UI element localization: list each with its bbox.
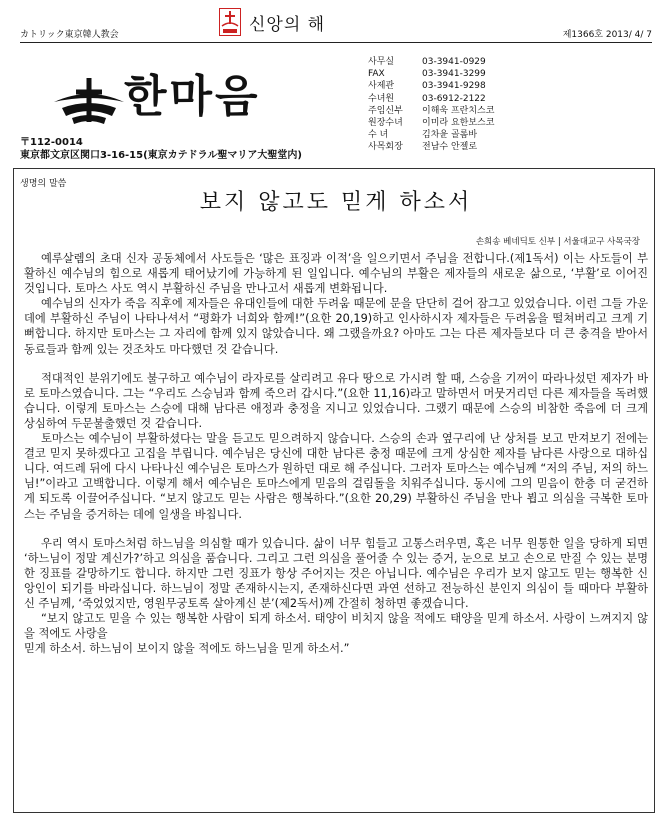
contact-value: 03-3941-0929 [422, 57, 486, 67]
article-paragraph: 토마스는 예수님이 부활하셨다는 말을 듣고도 믿으려하지 않습니다. 스승의 손과 옆구리에 난 상처를 보고 만져보기 전에는 결코 믿지 못하겠다고 고집을 부립니다. 예수님은 당신에 대한 남다른 충정 때문에 크게 상심한 제자를 남다른 사랑으로 대하십니다. 여드레 뒤에 다시 나타나신 예수님은 토마스가 원하던 대로 해 주십니다. 그러자 토마스는 예수님께 “저의 주님, 저의 하느님!”이라고 고백합니다. 이렇게 해서 예수님은 토마스에게 믿음의 걸림돌을 치워주십니다. 동시에 그의 믿음이 한층 더 굳건하게 되도록 이끌어주십니다. “보지 않고도 믿는 사람은 행복하다.”(요한 20,29) 부활하신 주님을 만나 뵙고 의심을 극복한 토마스는 주님을 증거하는 데에 일생을 바칩니다. [24, 432, 648, 521]
issue-number: 제1366호 2013/ 4/ 7 [562, 30, 652, 40]
top-header-bar [20, 0, 652, 43]
contact-value: 03-6912-2122 [422, 93, 486, 104]
article-paragraph: “보지 않고도 믿을 수 있는 행복한 사람이 되게 하소서. 태양이 비치지 않을 적에도 태양을 믿게 하소서. 사랑이 느껴지지 않을 적에도 사랑을 [24, 612, 648, 641]
paragraph-gap [24, 522, 648, 536]
postal-code: 〒112-0014 [20, 137, 83, 148]
contact-value: 03-3941-3299 [422, 69, 486, 80]
contact-row [368, 129, 494, 141]
contact-value: 03-3941-9298 [422, 81, 486, 92]
article-paragraph: 우리 역시 토마스처럼 하느님을 의심할 때가 있습니다. 삶이 너무 힘들고 고통스러우면, 혹은 너무 원통한 일을 당하게 되면 ‘하느님이 정말 계신가?’하고 의심을 품습니다. 그리고 그런 의심을 풀어줄 수 있는 증거, 눈으로 보고 손으로 만질 수 있는 분명한 징표를 갈망하기도 합니다. 하지만 그런 징표가 항상 주어지는 것은 아닙니다. 예수님은 우리가 보지 않고도 믿는 행복한 신앙인이 되기를 바라십니다. 하느님이 정말 존재하시는지, 존재하신다면 과연 선하고 전능하신 분인지 의심이 들 때마다 부활하신 주님께, ‘죽었었지만, 영원무궁토록 살아계신 분’(제2독서)께 간절히 청하면 좋겠습니다. [24, 536, 648, 610]
contact-label: 원장수녀 [368, 118, 403, 129]
church-address [20, 136, 302, 162]
contact-value: 이해욱 프란치스코 [422, 105, 495, 116]
contact-row [368, 141, 494, 153]
year-of-faith-logo [219, 8, 241, 36]
article-byline: 손희송 베네딕토 신부 | 서울대교구 사목국장 [475, 237, 640, 247]
article-paragraph: 적대적인 분위기에도 불구하고 예수님이 라자로를 살리려고 유다 땅으로 가시려 할 때, 스승을 기꺼이 따라나섰던 제자가 바로 토마스였습니다. 그는 “우리도 스승님과 함께 죽으러 갑시다.”(요한 11,16)라고 말하면서 머뭇거리던 다른 제자들을 독려했습니다. 이렇게 토마스는 스승에 대해 남다른 애정과 충정을 지니고 있었습니다. 그랬기 때문에 스승의 비참한 죽음에 더 크게 상심하여 두문불출했던 것 같습니다. [24, 371, 648, 430]
contact-row [368, 68, 494, 80]
article-paragraph: 예루살렘의 초대 신자 공동체에서 사도들은 ‘많은 표징과 이적’을 일으키면서 주님을 전합니다.(제1독서) 이는 사도들이 부활하신 예수님의 힘으로 새롭게 태어났기에 가능하게 된 일입니다. 예수님의 부활은 제자들의 새로운 삶으로, ‘부활’로 이어진 것입니다. 토마스 사도 역시 부활하신 주님을 만나고서 새롭게 변화됩니다. [24, 252, 648, 296]
contact-label: FAX [368, 69, 385, 80]
contact-row [368, 93, 494, 105]
article-headline: 보지 않고도 믿게 하소서 [199, 190, 473, 215]
contact-label: 사목회장 [368, 142, 403, 153]
contact-row [368, 56, 494, 68]
newsletter-title: 한마음 [124, 71, 261, 122]
section-label: 생명의 말씀 [20, 179, 67, 189]
contact-label: 사제관 [368, 81, 395, 92]
contact-row [368, 117, 494, 129]
contact-row [368, 80, 494, 92]
church-name: カトリック東京韓人教会 [20, 30, 119, 40]
year-title: 신앙의 해 [249, 15, 326, 35]
paragraph-gap [24, 357, 648, 371]
contact-value: 이미라 요한보스코 [422, 118, 495, 129]
contact-label: 수 녀 [368, 130, 389, 141]
contact-label: 사무실 [368, 57, 395, 67]
contact-value: 김차윤 골롬바 [422, 130, 478, 141]
article-paragraph: 믿게 하소서. 하느님이 보이지 않을 적에도 하느님을 믿게 하소서.” [24, 642, 350, 656]
contact-list [368, 56, 494, 154]
contact-row [368, 105, 494, 117]
church-logo [52, 72, 126, 128]
contact-label: 수녀원 [368, 93, 395, 104]
article-body [24, 251, 648, 656]
street-address: 東京都文京区関口3-16-15(東京カテドラル聖マリア大聖堂内) [20, 150, 302, 161]
contact-label: 주임신부 [368, 105, 403, 116]
article-paragraph: 예수님의 신자가 죽음 직후에 제자들은 유대인들에 대한 두려움 때문에 문을 단단히 걸어 잠그고 있었습니다. 이런 그들 가운데에 부활하신 주님이 나타나셔서 “평화가 너희와 함께!”(요한 20,19)하고 인사하시자 제자들은 두려움을 떨쳐버리고 크게 기뻐합니다. 하지만 토마스는 그 자리에 함께 있지 않았습니다. 왜 그랬을까요? 아마도 그는 다른 제자들보다 더 큰 충격을 받아서 동료들과 함께 있는 것조차도 마다했던 것 같습니다. [24, 297, 648, 356]
contact-value: 전남수 안젤로 [422, 142, 478, 153]
